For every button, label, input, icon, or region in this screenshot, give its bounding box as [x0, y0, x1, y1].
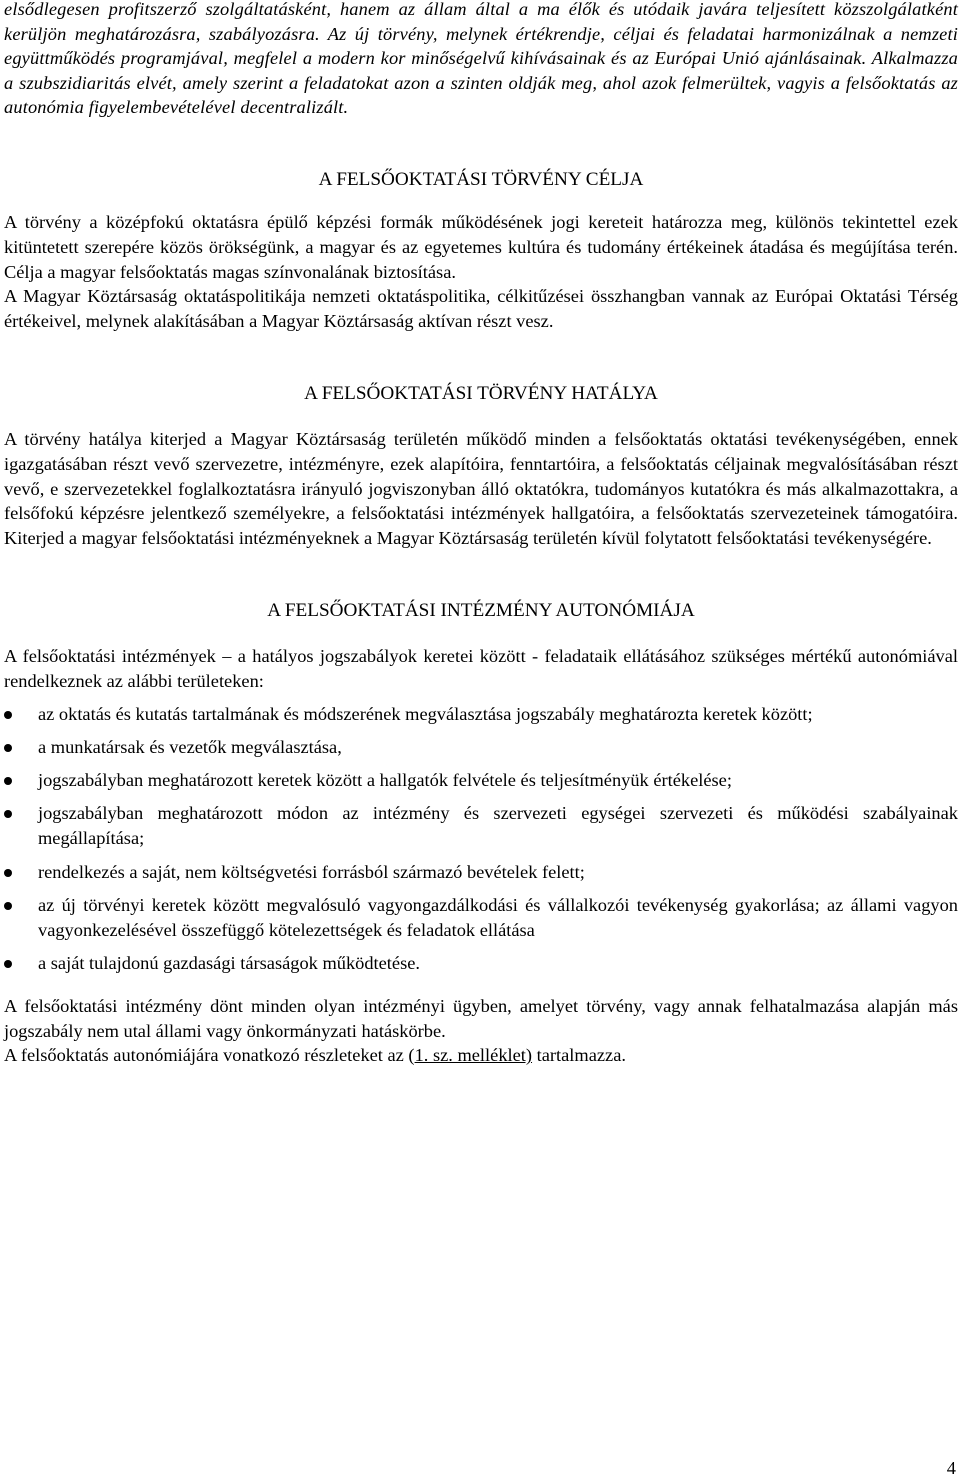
reference-suffix: tartalmazza. [532, 1045, 626, 1066]
list-item: jogszabályban meghatározott keretek között a hallgatók felvétele és teljesítményük értékelése; [4, 768, 958, 793]
document-content [4, 0, 958, 1068]
list-item: a munkatársak és vezetők megválasztása, [4, 735, 958, 760]
list-item: jogszabályban meghatározott módon az intézmény és szervezeti egységei szervezeti és működési szabályainak megállapítása; [4, 801, 958, 851]
bullet-icon [4, 810, 12, 818]
bullet-icon [4, 744, 12, 752]
goal-paragraph-1: A törvény a középfokú oktatásra épülő képzési formák működésének jogi kereteit határozza meg, különös tekintettel ezek kitüntetett szerepére közös örökségünk, a magyar és az egyetemes kultúra és tudomány értékeinek átadása és megújítása terén. Célja a magyar felsőoktatás magas színvonalának biztosítása. [4, 211, 958, 282]
autonomy-list [4, 702, 958, 976]
section-heading-goal: A FELSŐOKTATÁSI TÖRVÉNY CÉLJA [318, 168, 644, 190]
list-item: rendelkezés a saját, nem költségvetési forrásból származó bevételek felett; [4, 860, 958, 885]
list-item: az oktatás és kutatás tartalmának és módszerének megválasztása jogszabály meghatározta keretek között; [4, 702, 958, 727]
bullet-icon [4, 960, 12, 968]
page-number: 4 [946, 1458, 956, 1478]
list-item: az új törvényi keretek között megvalósuló vagyongazdálkodási és vállalkozói tevékenység gyakorlása; az állami vagyon vagyonkezelésével összefüggő kötelezettségek és feladatok ellátása [4, 893, 958, 943]
bullet-icon [4, 902, 12, 910]
autonomy-closing-paragraph: A felsőoktatási intézmény dönt minden olyan intézményi ügyben, amelyet törvény, vagy annak felhatalmazása alapján más jogszabály nem utal állami vagy önkormányzati hatáskörbe. [4, 995, 958, 1041]
autonomy-reference-paragraph [4, 1043, 958, 1068]
scope-paragraph: A törvény hatálya kiterjed a Magyar Köztársaság területén működő minden a felsőoktatás oktatási tevékenységében, ennek igazgatásában részt vevő szervezetre, intézményre, ezek alapítóira, fenntartóira, a felsőoktatás céljainak megvalósításában részt vevő, e szervezetekkel foglalkoztatásra irányuló jogviszonyban álló oktatókra, tudományos kutatókra és más alkalmazottakra, a felsőfokú képzésre jelentkező személyekre, a felsőoktatási intézmények hallgatóira, a felsőoktatás szervezeteinek támogatóira. Kiterjed a magyar felsőoktatási intézményeknek a Magyar Köztársaság területén kívül folytatott felsőoktatási tevékenységére. [4, 428, 958, 549]
bullet-icon [4, 869, 12, 877]
section-heading-scope: A FELSŐOKTATÁSI TÖRVÉNY HATÁLYA [304, 382, 658, 404]
reference-prefix: A felsőoktatás autonómiájára vonatkozó részleteket az ( [4, 1045, 415, 1066]
intro-paragraph: elsődlegesen profitszerző szolgáltatásként, hanem az állam által a ma élők és utódaik javára teljesített közszolgálatként kerüljön meghatározásra, szabályozásra. Az új törvény, melynek értékrendje, céljai és feladatai harmonizálnak a nemzeti együttműködés programjával, megfelel a modern kor minőségelvű kihívásainak és az Európai Unió ajánlásainak. Alkalmazza a szubszidiaritás elvét, amely szerint a feladatokat azon a szinten oldják meg, ahol azok felmerültek, vagyis a felsőoktatás az autonómia figyelembevételével decentralizált. [4, 0, 958, 118]
autonomy-lead-paragraph: A felsőoktatási intézmények – a hatályos jogszabályok keretei között - feladataik ellátásához szükséges mértékű autonómiával rendelkeznek az alábbi területeken: [4, 645, 958, 691]
goal-paragraph-2: A Magyar Köztársaság oktatáspolitikája nemzeti oktatáspolitika, célkitűzései összhangban vannak az Európai Oktatási Térség értékeivel, melynek alakításában a Magyar Köztársaság aktívan részt vesz. [4, 286, 958, 332]
list-item: a saját tulajdonú gazdasági társaságok működtetése. [4, 951, 958, 976]
bullet-icon [4, 711, 12, 719]
bullet-icon [4, 777, 12, 785]
annex-1-link[interactable]: 1. sz. melléklet) [414, 1045, 533, 1066]
section-heading-autonomy: A FELSŐOKTATÁSI INTÉZMÉNY AUTONÓMIÁJA [267, 599, 695, 621]
